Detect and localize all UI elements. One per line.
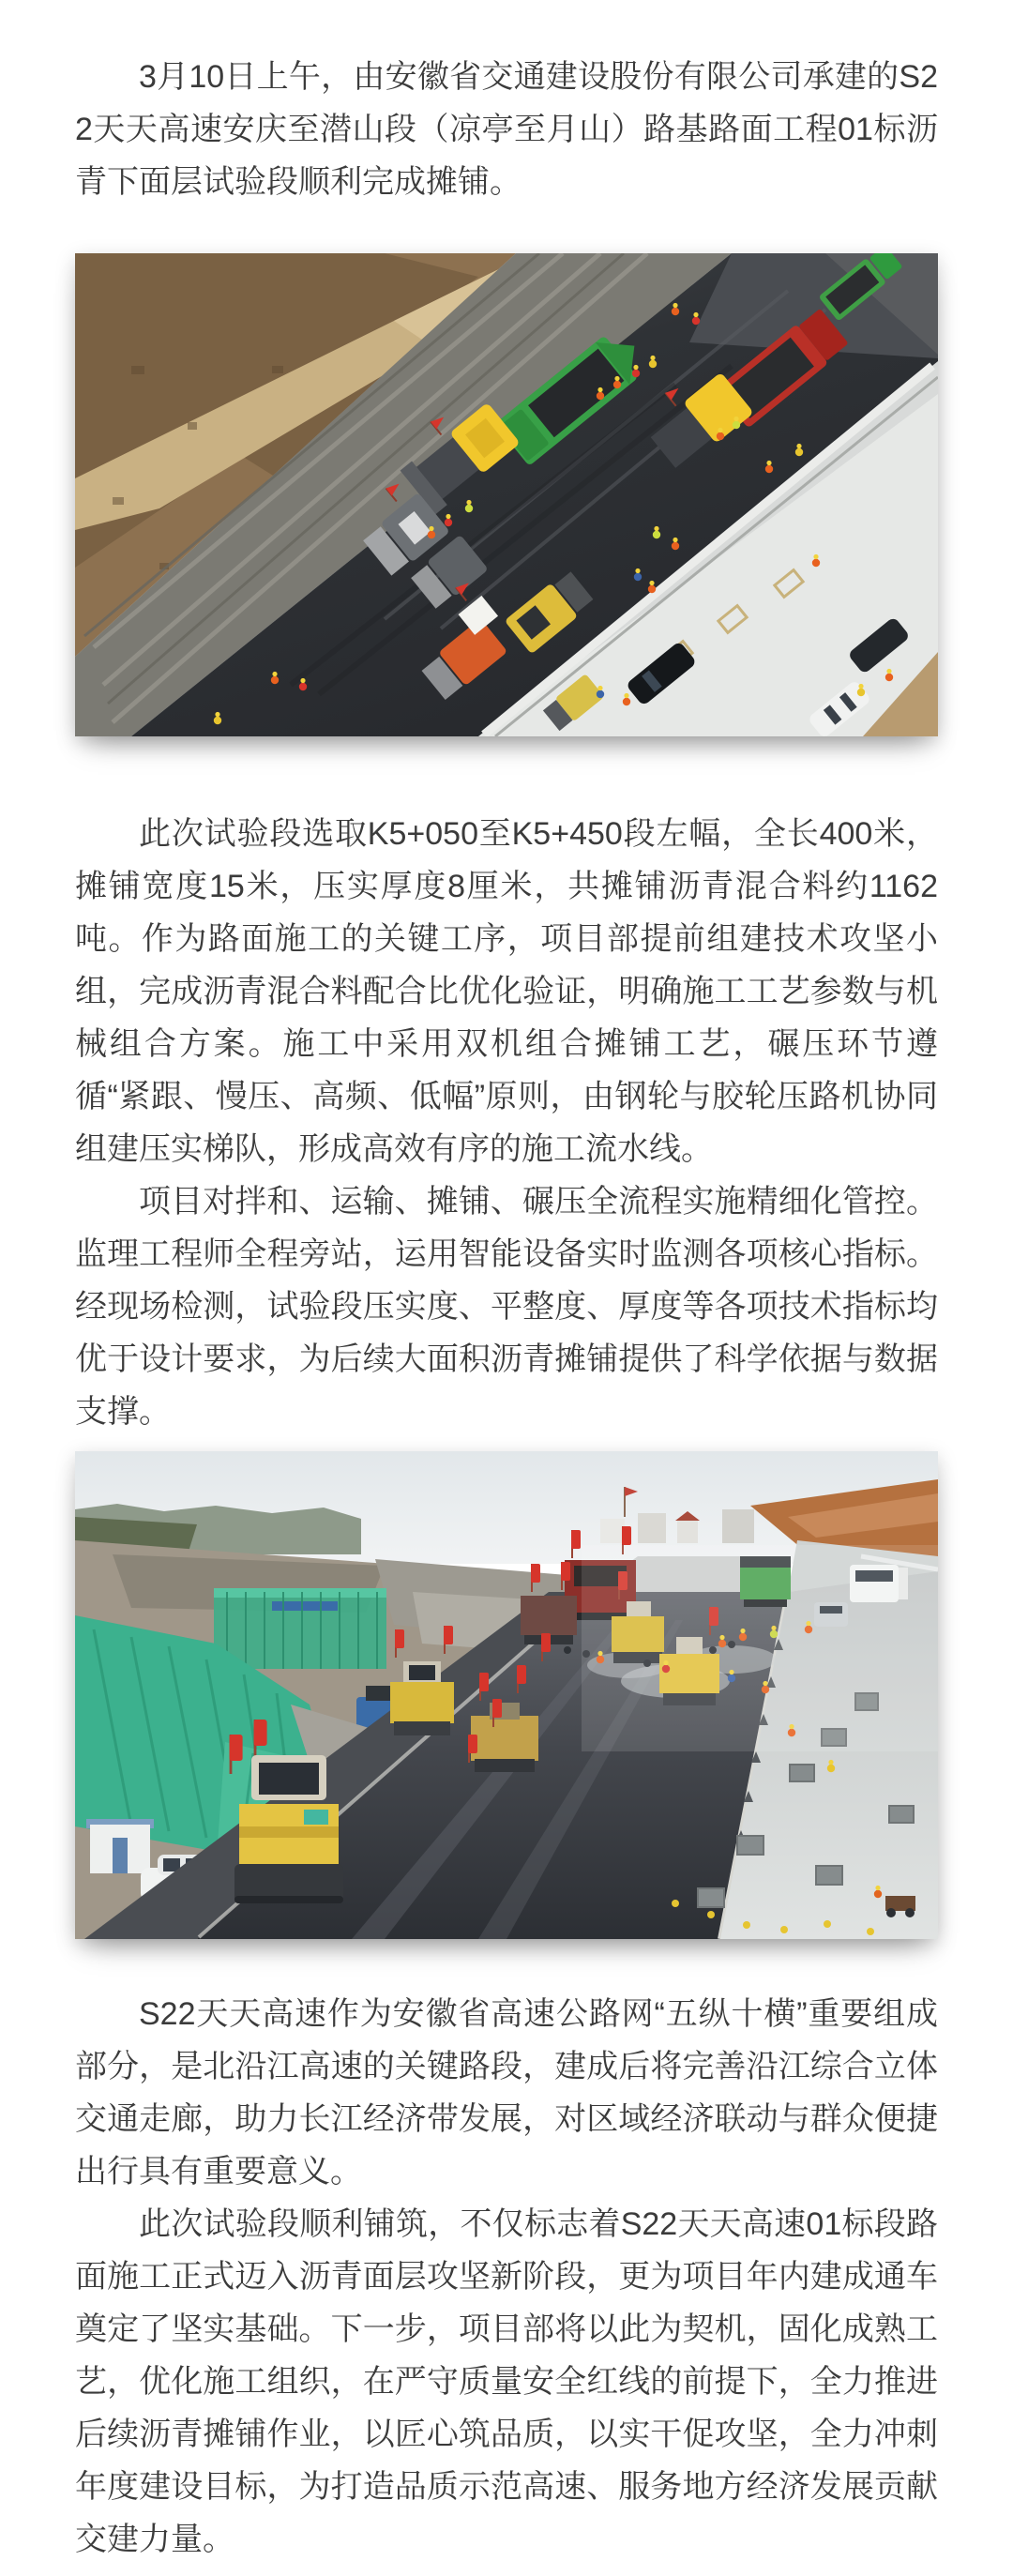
photo-aerial-paving — [75, 253, 938, 736]
aerial-paving-illustration — [75, 253, 938, 736]
paragraph-2: 此次试验段选取K5+050至K5+450段左幅，全长400米，摊铺宽度15米，压实厚度8厘米，共摊铺沥青混合料约1162吨。作为路面施工的关键工序，项目部提前组建技术攻坚小组，完成沥青混合料配合比优化验证，明确施工工艺参数与机械组合方案。施工中采用双机组合摊铺工艺，碾压环节遵循“紧跟、慢压、高频、低幅”原则，由钢轮与胶轮压路机协同组建压实梯队，形成高效有序的施工流水线。 — [75, 816, 938, 1167]
paragraph-1: 3月10日上午，由安徽省交通建设股份有限公司承建的S22天天高速安庆至潜山段（凉亭至月山）路基路面工程01标沥青下面层试验段顺利完成摊铺。 — [75, 59, 938, 200]
photo-ground-paving — [75, 1451, 938, 1939]
paragraph-4: S22天天高速作为安徽省高速公路网“五纵十横”重要组成部分，是北沿江高速的关键路段，建成后将完善沿江综合立体交通走廊，助力长江经济带发展，对区域经济联动与群众便捷出行具有重要意义。 — [75, 1996, 938, 2190]
paragraph-5: 此次试验段顺利铺筑，不仅标志着S22天天高速01标段路面施工正式迈入沥青面层攻坚新阶段，更为项目年内建成通车奠定了坚实基础。下一步，项目部将以此为契机，固化成熟工艺，优化施工组织，在严守质量安全红线的前提下，全力推进后续沥青摊铺作业，以匠心筑品质，以实干促攻坚，全力冲刺年度建设目标，为打造品质示范高速、服务地方经济发展贡献交建力量。 — [75, 2206, 938, 2557]
paragraph-3: 项目对拌和、运输、摊铺、碾压全流程实施精细化管控。监理工程师全程旁站，运用智能设备实时监测各项核心指标。经现场检测，试验段压实度、平整度、厚度等各项技术指标均优于设计要求，为后续大面积沥青摊铺提供了科学依据与数据支撑。 — [75, 1184, 938, 1430]
ground-paving-illustration — [75, 1451, 938, 1939]
